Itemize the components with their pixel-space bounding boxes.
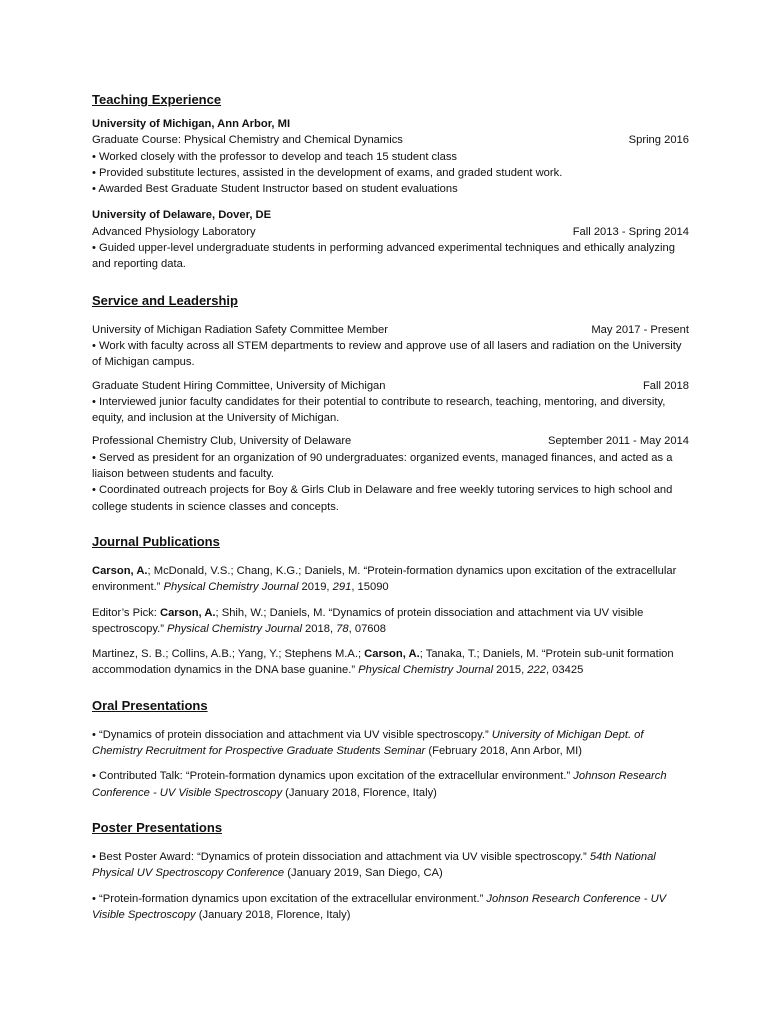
entry-bullet: • Served as president for an organization of 90 undergraduates: organized events, managed finances, and acted as a liaison between students and faculty. [92, 451, 673, 481]
presentation-details: (January 2018, Florence, Italy) [282, 786, 437, 799]
entry-role: Professional Chemistry Club, University of Delaware [92, 435, 352, 448]
pub-volume: 222 [527, 664, 546, 677]
entry-header [92, 224, 689, 240]
pub-prefix: Martinez, S. B.; Collins, A.B.; Yang, Y.; Stephens M.A.; [92, 648, 365, 661]
resume-content [92, 92, 689, 932]
presentation-details: (January 2019, San Diego, CA) [284, 867, 443, 880]
entry-bullet: • Work with faculty across all STEM departments to review and approve use of all lasers and radiation on the University of Michigan campus. [92, 339, 682, 369]
pub-prefix: Editor’s Pick: [92, 606, 160, 619]
entry-org: University of Delaware, Dover, DE [92, 209, 272, 222]
pub-authors-title: ; Shih, W.; Daniels, M. “Dynamics of protein dissociation and attachment via UV visible spectroscopy.” [92, 606, 644, 635]
entry-bullet: • Provided substitute lectures, assisted in the development of exams, and graded student work. [92, 166, 563, 179]
presentation-text: • “Protein-formation dynamics upon excitation of the extracellular environment.” [92, 892, 487, 905]
entry-date: Fall 2018 [642, 379, 689, 392]
presentation-item [92, 768, 689, 801]
pub-authors-title: ; Tanaka, T.; Daniels, M. “Protein sub-unit formation accommodation dynamics in the DNA base guanine.” [92, 648, 674, 677]
entry-bullet: • Coordinated outreach projects for Boy & Girls Club in Delaware and free weekly tutoring services to high school and college students in science classes and concepts. [92, 484, 673, 513]
pub-volume: 291 [332, 581, 352, 594]
pub-journal: Physical Chemistry Journal [358, 664, 494, 677]
entry-role: Advanced Physiology Laboratory [92, 225, 256, 238]
service-entry [92, 378, 689, 427]
section-title-teaching: Teaching Experience [92, 92, 222, 107]
presentation-details: (February 2018, Ann Arbor, MI) [425, 745, 582, 758]
presentation-item [92, 891, 689, 924]
pub-year: 2015, [493, 664, 528, 677]
entry-bullet: • Interviewed junior faculty candidates for their potential to contribute to research, teaching, mentoring, and diversity, equity, and inclusion at the University of Michigan. [92, 395, 666, 425]
pub-author-highlight: Carson, A. [159, 606, 216, 619]
pub-journal: Physical Chemistry Journal [163, 581, 299, 594]
pub-pages: , 03425 [545, 664, 584, 677]
presentation-text: • Best Poster Award: “Dynamics of protein dissociation and attachment via UV visible spectroscopy.” [92, 850, 590, 863]
section-title-oral: Oral Presentations [92, 697, 208, 713]
teaching-section [92, 92, 689, 273]
service-section [92, 293, 689, 515]
presentation-item [92, 727, 689, 760]
oral-section [92, 698, 689, 801]
entry-org: University of Michigan, Ann Arbor, MI [92, 118, 291, 130]
entry-date: Fall 2013 - Spring 2014 [572, 225, 689, 238]
pub-author-highlight: Carson, A. [92, 564, 148, 577]
service-entry [92, 433, 689, 514]
pub-pages: , 07608 [348, 622, 386, 635]
entry-date: May 2017 - Present [591, 323, 689, 336]
pub-year: 2019, [298, 581, 333, 594]
presentation-item [92, 849, 689, 882]
entry-bullet: • Guided upper-level undergraduate students in performing advanced experimental techniques and ethically analyzing and reporting data. [92, 242, 675, 271]
journal-section [92, 534, 689, 679]
entry-role: Graduate Course: Physical Chemistry and Chemical Dynamics [92, 134, 403, 147]
poster-section [92, 820, 689, 923]
section-title-service: Service and Leadership [92, 292, 238, 308]
entry-date: September 2011 - May 2014 [548, 435, 689, 448]
presentation-text: • “Dynamics of protein dissociation and attachment via UV visible spectroscopy.” [92, 728, 492, 741]
presentation-venue: 54th National Physical UV Spectroscopy Conference [92, 850, 656, 880]
presentation-venue: University of Michigan Dept. of Chemistry Recruitment for Prospective Graduate Students Seminar [92, 728, 644, 758]
teaching-entry-delaware [92, 207, 689, 272]
entry-header [92, 322, 689, 338]
section-title-poster: Poster Presentations [92, 819, 223, 835]
presentation-venue: Johnson Research Conference - UV Visible Spectroscopy [92, 770, 667, 799]
entry-role: Graduate Student Hiring Committee, University of Michigan [92, 379, 386, 392]
entry-bullet: • Worked closely with the professor to develop and teach 15 student class [92, 150, 458, 163]
entry-date: Spring 2016 [628, 134, 689, 147]
publication-item [92, 605, 689, 638]
pub-authors-title: ; McDonald, V.S.; Chang, K.G.; Daniels, M. “Protein-formation dynamics upon excitation of the extracellular environment.” [92, 564, 677, 594]
pub-year: 2018, [301, 622, 337, 635]
entry-header [92, 433, 689, 449]
publication-item [92, 646, 689, 679]
presentation-text: • Contributed Talk: “Protein-formation dynamics upon excitation of the extracellular environment.” [92, 770, 574, 783]
entry-bullet: • Awarded Best Graduate Student Instructor based on student evaluations [92, 183, 458, 196]
publication-item [92, 563, 689, 596]
pub-volume: 78 [336, 622, 349, 635]
pub-pages: , 15090 [351, 581, 389, 594]
entry-role: University of Michigan Radiation Safety Committee Member [92, 323, 388, 336]
pub-author-highlight: Carson, A. [364, 648, 420, 661]
entry-header [92, 378, 689, 394]
service-entry [92, 322, 689, 371]
presentation-details: (January 2018, Florence, Italy) [195, 908, 351, 921]
teaching-entry-michigan [92, 116, 689, 197]
pub-journal: Physical Chemistry Journal [167, 622, 302, 635]
entry-header [92, 132, 689, 148]
presentation-venue: Johnson Research Conference - UV Visible Spectroscopy [92, 892, 667, 921]
section-title-journal: Journal Publications [92, 533, 220, 549]
